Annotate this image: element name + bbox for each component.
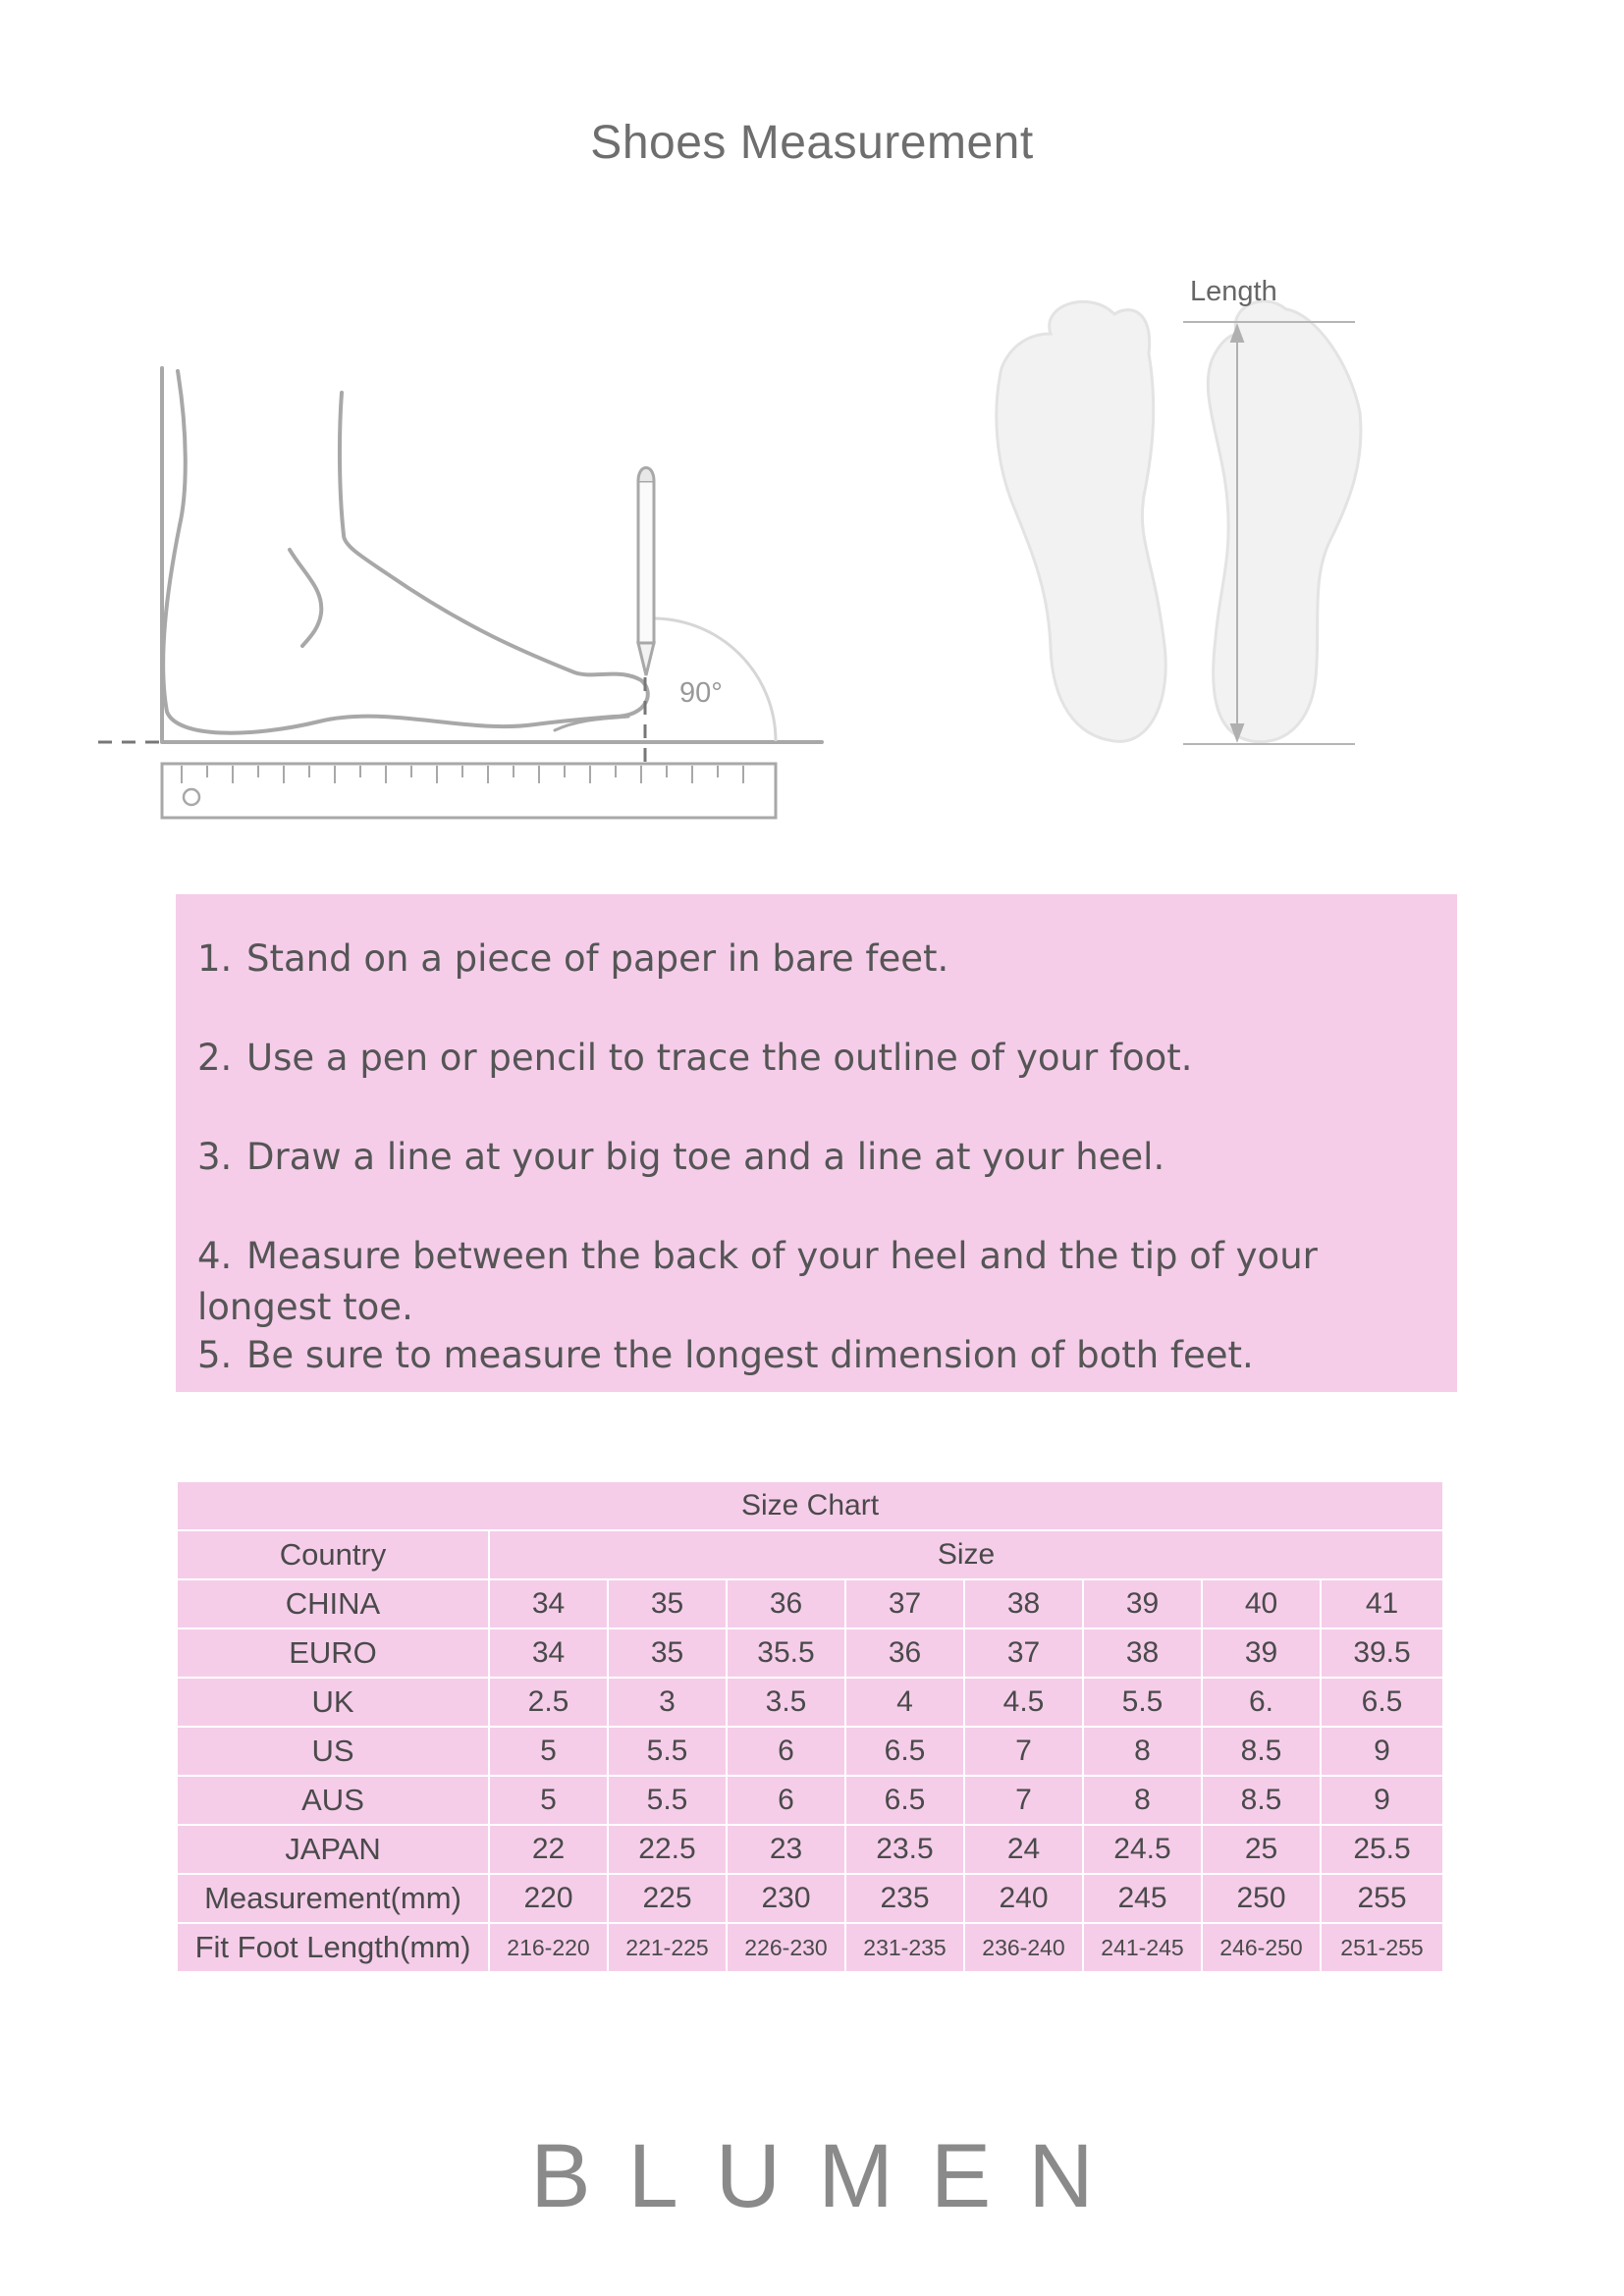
- size-value-cell: 6.5: [845, 1727, 964, 1776]
- size-row-label: Fit Foot Length(mm): [177, 1923, 489, 1972]
- right-sole-shape: [1208, 301, 1361, 742]
- instruction-item: [197, 1231, 1457, 1330]
- size-value-cell: 24: [964, 1825, 1083, 1874]
- size-value-cell: 245: [1083, 1874, 1202, 1923]
- size-value-cell: 41: [1321, 1579, 1443, 1629]
- size-value-cell: 7: [964, 1727, 1083, 1776]
- size-value-cell: 22.5: [608, 1825, 727, 1874]
- size-row: [177, 1727, 1443, 1776]
- size-value-cell: 6.: [1202, 1678, 1321, 1727]
- size-row-label: JAPAN: [177, 1825, 489, 1874]
- size-value-cell: 230: [727, 1874, 845, 1923]
- instruction-item: [197, 1132, 1457, 1231]
- size-value-cell: 240: [964, 1874, 1083, 1923]
- size-chart-title: Size Chart: [177, 1481, 1443, 1530]
- instruction-text: Measure between the back of your heel and the tip of your longest toe.: [197, 1235, 1318, 1328]
- size-value-cell: 38: [1083, 1629, 1202, 1678]
- size-row: [177, 1629, 1443, 1678]
- size-value-cell: 8: [1083, 1776, 1202, 1825]
- size-row: [177, 1825, 1443, 1874]
- instruction-item: [197, 1330, 1457, 1429]
- size-value-cell: 5.5: [608, 1776, 727, 1825]
- instruction-text: Use a pen or pencil to trace the outline of your foot.: [246, 1037, 1193, 1079]
- size-row: [177, 1579, 1443, 1629]
- size-header: Size: [489, 1530, 1443, 1579]
- size-value-cell: 236-240: [964, 1923, 1083, 1972]
- size-value-cell: 8: [1083, 1727, 1202, 1776]
- size-value-cell: 6: [727, 1776, 845, 1825]
- size-value-cell: 6.5: [1321, 1678, 1443, 1727]
- size-value-cell: 225: [608, 1874, 727, 1923]
- size-value-cell: 7: [964, 1776, 1083, 1825]
- size-value-cell: 3: [608, 1678, 727, 1727]
- instructions-list: [197, 934, 1457, 1429]
- size-value-cell: 241-245: [1083, 1923, 1202, 1972]
- size-value-cell: 38: [964, 1579, 1083, 1629]
- instruction-item: [197, 1033, 1457, 1132]
- instruction-number: 3.: [197, 1136, 233, 1178]
- size-value-cell: 8.5: [1202, 1727, 1321, 1776]
- size-value-cell: 5: [489, 1727, 608, 1776]
- size-value-cell: 9: [1321, 1776, 1443, 1825]
- page-title: Shoes Measurement: [590, 117, 1034, 169]
- size-value-cell: 4.5: [964, 1678, 1083, 1727]
- size-row-label: EURO: [177, 1629, 489, 1678]
- size-value-cell: 4: [845, 1678, 964, 1727]
- size-row: [177, 1678, 1443, 1727]
- size-value-cell: 255: [1321, 1874, 1443, 1923]
- size-row-label: AUS: [177, 1776, 489, 1825]
- instruction-text: Be sure to measure the longest dimension of both feet.: [246, 1334, 1254, 1376]
- size-value-cell: 34: [489, 1579, 608, 1629]
- size-value-cell: 216-220: [489, 1923, 608, 1972]
- size-value-cell: 6: [727, 1727, 845, 1776]
- size-value-cell: 5.5: [1083, 1678, 1202, 1727]
- size-value-cell: 22: [489, 1825, 608, 1874]
- size-value-cell: 221-225: [608, 1923, 727, 1972]
- size-value-cell: 5.5: [608, 1727, 727, 1776]
- instruction-text: Stand on a piece of paper in bare feet.: [246, 937, 949, 980]
- country-header: Country: [177, 1530, 489, 1579]
- size-row-label: CHINA: [177, 1579, 489, 1629]
- size-value-cell: 23.5: [845, 1825, 964, 1874]
- instruction-number: 1.: [197, 937, 233, 980]
- instruction-number: 5.: [197, 1334, 233, 1376]
- size-value-cell: 23: [727, 1825, 845, 1874]
- pencil-icon: [638, 468, 654, 676]
- foot-soles-illustration: [982, 265, 1394, 775]
- size-value-cell: 36: [727, 1579, 845, 1629]
- size-value-cell: 35.5: [727, 1629, 845, 1678]
- instruction-item: [197, 934, 1457, 1033]
- size-value-cell: 39: [1083, 1579, 1202, 1629]
- foot-side-illustration: [93, 353, 839, 834]
- left-sole-shape: [997, 301, 1165, 741]
- size-value-cell: 9: [1321, 1727, 1443, 1776]
- size-value-cell: 8.5: [1202, 1776, 1321, 1825]
- size-value-cell: 235: [845, 1874, 964, 1923]
- size-row: [177, 1874, 1443, 1923]
- length-label: Length: [1190, 276, 1277, 307]
- size-value-cell: 36: [845, 1629, 964, 1678]
- size-value-cell: 6.5: [845, 1776, 964, 1825]
- size-value-cell: 246-250: [1202, 1923, 1321, 1972]
- instruction-number: 2.: [197, 1037, 233, 1079]
- size-row: [177, 1776, 1443, 1825]
- size-value-cell: 2.5: [489, 1678, 608, 1727]
- size-value-cell: 231-235: [845, 1923, 964, 1972]
- size-value-cell: 251-255: [1321, 1923, 1443, 1972]
- size-value-cell: 37: [845, 1579, 964, 1629]
- size-value-cell: 25.5: [1321, 1825, 1443, 1874]
- size-value-cell: 226-230: [727, 1923, 845, 1972]
- size-value-cell: 25: [1202, 1825, 1321, 1874]
- instructions-panel: [176, 894, 1457, 1392]
- size-value-cell: 24.5: [1083, 1825, 1202, 1874]
- size-value-cell: 34: [489, 1629, 608, 1678]
- size-value-cell: 35: [608, 1629, 727, 1678]
- size-value-cell: 250: [1202, 1874, 1321, 1923]
- size-value-cell: 35: [608, 1579, 727, 1629]
- instruction-text: Draw a line at your big toe and a line at your heel.: [246, 1136, 1165, 1178]
- ruler-icon: [162, 764, 776, 818]
- size-row-label: Measurement(mm): [177, 1874, 489, 1923]
- angle-label: 90°: [679, 677, 723, 709]
- size-value-cell: 5: [489, 1776, 608, 1825]
- size-row: [177, 1923, 1443, 1972]
- size-row-label: UK: [177, 1678, 489, 1727]
- instruction-number: 4.: [197, 1235, 233, 1277]
- size-value-cell: 220: [489, 1874, 608, 1923]
- size-value-cell: 3.5: [727, 1678, 845, 1727]
- size-value-cell: 39.5: [1321, 1629, 1443, 1678]
- size-row-label: US: [177, 1727, 489, 1776]
- size-chart-table: [176, 1480, 1444, 1973]
- brand-logo-text: BLUMEN: [530, 2126, 1131, 2226]
- size-value-cell: 39: [1202, 1629, 1321, 1678]
- size-value-cell: 40: [1202, 1579, 1321, 1629]
- size-value-cell: 37: [964, 1629, 1083, 1678]
